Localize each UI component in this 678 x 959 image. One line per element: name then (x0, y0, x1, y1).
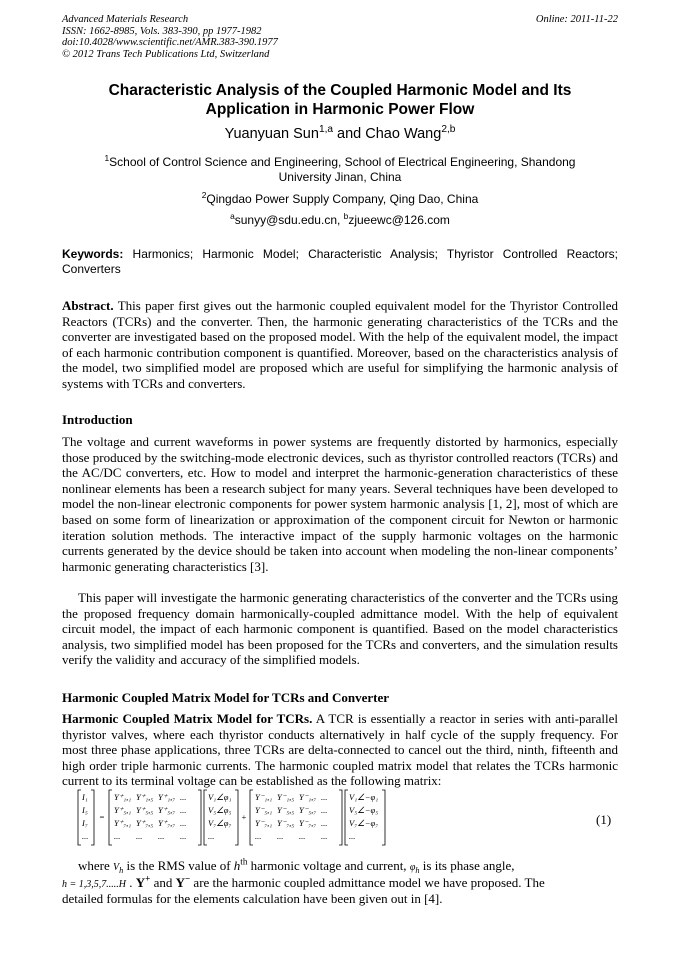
admittance-matrix-positive-entry: Y⁺₁,₅ (136, 792, 154, 802)
where-text: where (78, 858, 114, 873)
author-emails (62, 213, 618, 228)
voltage-vector-positive-entry: ... (208, 831, 215, 841)
section-2-text: A TCR is essentially a reactor in series with anti-parallel thyristor valves, where each thyristor conducts alternatively in half cycle of the supply frequency. For most three phase applications, three TCRs are delta-connected to cancel out the third, ninth, fifteenth and high order triple harmonic currents. The harmonic coupled matrix model that relates the TCRs harmonic current to its terminal voltage can be established as the following matrix: (62, 711, 618, 789)
author-2-superscript: 2,b (441, 124, 456, 136)
admittance-matrix-positive-entry: Y⁺₅,₁ (114, 805, 132, 815)
equals-sign: = (99, 812, 105, 822)
journal-copyright: © 2012 Trans Tech Publications Ltd, Switzerland (62, 48, 270, 60)
email-b-superscript: b (343, 211, 349, 221)
abstract-text: This paper first gives out the harmonic coupled equivalent model for the Thyristor Controlled Reactors (TCRs) and the converter. Then, the harmonic generating characteristics of the TCRs and the converter are investigated based on the proposed model. With the help of the equivalent model, the impact of each harmonic contribution component is quantified. Moreover, based on the characteristics analysis of the model, two simplified model are proposed which are useful for simplifying the harmonic analysis of systems with TCRs and converters. (62, 298, 618, 391)
equation-description-line-3: detailed formulas for the elements calculation have been given out in [4]. (62, 891, 443, 906)
voltage-vector-negative-entry: ... (349, 831, 356, 841)
admittance-matrix-negative-entry: Y⁻₇,₁ (255, 818, 273, 828)
journal-name: Advanced Materials Research (62, 14, 189, 25)
email-b: zjueewc@126.com (348, 213, 450, 227)
symbol-y-minus: Y− (175, 873, 191, 890)
admittance-matrix-negative-entry: ... (321, 792, 328, 802)
admittance-matrix-positive-entry: ... (180, 818, 187, 828)
where-text-3: harmonic voltage and current, (247, 858, 410, 873)
introduction-heading: Introduction (62, 412, 133, 427)
admittance-matrix-positive-entry: Y⁺₇,₁ (114, 818, 132, 828)
author-list (62, 126, 618, 142)
admittance-matrix-positive-entry: ... (136, 831, 143, 841)
and-text: and (150, 875, 176, 890)
admittance-matrix-negative-entry: Y⁻₅,₇ (299, 805, 317, 815)
title-line-1: Characteristic Analysis of the Coupled Harmonic Model and Its (108, 82, 572, 99)
title-line-2: Application in Harmonic Power Flow (205, 100, 475, 118)
admittance-matrix-positive-entry: ... (114, 831, 121, 841)
journal-doi: doi:10.4028/www.scientific.net/AMR.383-390.1977 (62, 37, 278, 48)
online-date: Online: 2011-11-22 (535, 14, 618, 25)
email-a: sunyy@sdu.edu.cn, (234, 213, 344, 227)
equation-description-text: are the harmonic coupled admittance model we have proposed. The (190, 875, 545, 890)
admittance-matrix-negative-entry: Y⁻₁,₇ (299, 792, 317, 802)
affiliation-1-superscript: 1 (104, 153, 110, 163)
admittance-matrix-negative-entry: Y⁻₅,₁ (255, 805, 273, 815)
author-1: Yuanyuan Sun (224, 126, 319, 142)
admittance-matrix-negative-entry: ... (255, 831, 262, 841)
admittance-matrix-positive-entry: Y⁺₇,₅ (136, 818, 154, 828)
section-2-paragraph (62, 711, 618, 789)
voltage-vector-negative-entry: V₁∠−φ₁ (349, 792, 379, 802)
affiliation-2 (62, 192, 618, 207)
admittance-matrix-positive-entry: ... (180, 831, 187, 841)
affiliation-2-text: Qingdao Power Supply Company, Qing Dao, China (206, 192, 479, 206)
subsection-label: Harmonic Coupled Matrix Model for TCRs. (62, 711, 313, 726)
admittance-matrix-negative-entry: ... (321, 818, 328, 828)
journal-header (62, 14, 618, 60)
where-text-4: is its phase angle, (419, 858, 515, 873)
affiliation-2-superscript: 2 (201, 190, 207, 200)
affiliation-1-line-2: University Jinan, China (278, 170, 402, 184)
admittance-matrix-negative-entry: Y⁻₁,₅ (277, 792, 295, 802)
admittance-matrix-negative-entry: Y⁻₇,₅ (277, 818, 295, 828)
admittance-matrix-negative-entry: ... (321, 805, 328, 815)
author-2: and Chao Wang (333, 126, 442, 142)
current-vector-entry: I₇ (82, 818, 88, 828)
admittance-matrix-positive-entry: Y⁺₇,₇ (158, 818, 176, 828)
admittance-matrix-negative-entry: Y⁻₅,₅ (277, 805, 295, 815)
admittance-matrix-negative-entry: ... (321, 831, 328, 841)
paper-title (62, 82, 618, 119)
introduction-paragraph-1: The voltage and current waveforms in power systems are frequently distorted by harmonics, especially those produced by the switching-mode electronic devices, such as thyristor controlled reactors (TCRs) and the AC/DC converters, etc. How to model and interpret the harmonic-generation characteristics of these nonlinear elements has been a research subject for many years. Several techniques have been developed to model the non-linear electronic components for power system harmonic analysis [1, 2], most of which are based on some form of linearization or approximation of the component circuit for Newton or harmonic iteration solution methods. The interactive impact of the supply harmonic voltages on the harmonic currents generated by the device should be taken into account when modeling the non-linear components’ harmonic generating characteristics [3]. (62, 434, 618, 574)
section-2-heading: Harmonic Coupled Matrix Model for TCRs and Converter (62, 690, 390, 705)
abstract-label: Abstract. (62, 298, 114, 313)
symbol-y-plus: Y+ (135, 873, 151, 890)
admittance-matrix-positive-entry: Y⁺₅,₇ (158, 805, 176, 815)
journal-issn: ISSN: 1662-8985, Vols. 383-390, pp 1977-1982 (62, 25, 262, 37)
admittance-matrix-positive-entry: Y⁺₅,₅ (136, 805, 154, 815)
keywords-text: Harmonics; Harmonic Model; Characteristic Analysis; Thyristor Controlled Reactors; Converters (62, 247, 618, 276)
equation-number: (1) (596, 812, 612, 827)
current-vector-entry: I₅ (82, 805, 88, 815)
keywords (62, 247, 618, 277)
current-vector-entry: I₁ (82, 792, 88, 802)
admittance-matrix-positive-entry: Y⁺₁,₇ (158, 792, 176, 802)
email-a-superscript: a (230, 211, 235, 221)
admittance-matrix-positive-entry: Y⁺₁,₁ (114, 792, 132, 802)
voltage-vector-negative-entry: V₇∠−φ₇ (349, 818, 379, 828)
symbol-phi: $\varphi_h$ (409, 862, 420, 875)
affiliation-1 (62, 155, 618, 185)
author-1-superscript: 1,a (318, 124, 334, 136)
current-vector-entry: ... (82, 831, 89, 841)
harmonic-order-range: h = 1,3,5,7.....H (62, 879, 126, 890)
voltage-vector-negative-entry: V₅∠−φ₅ (349, 805, 379, 815)
affiliation-1-line-1: School of Control Science and Engineering, School of Electrical Engineering, Shandong (109, 155, 576, 169)
introduction-paragraph-2: This paper will investigate the harmonic generating characteristics of the converter and the TCRs using the proposed frequency domain harmonically-coupled admittance model. With the help of equivalent circuit model, the impact of each harmonic component is quantified. Based on the model characteristics analysis, two simplified model has been proposed for the TCRs and converters, and the simulation results verify the validity and accuracy of the simplified models. (62, 590, 618, 668)
admittance-matrix-positive-entry: ... (180, 792, 187, 802)
equation-1 (76, 787, 576, 849)
admittance-matrix-negative-entry: ... (277, 831, 284, 841)
abstract (62, 298, 618, 392)
voltage-vector-positive-entry: V₁∠φ₁ (208, 792, 232, 802)
keywords-label: Keywords: (62, 247, 124, 261)
th-superscript: th (240, 856, 248, 867)
admittance-matrix-negative-entry: Y⁻₁,₁ (255, 792, 273, 802)
symbol-vh: $V_h$ (113, 862, 124, 875)
admittance-matrix-positive-entry: ... (180, 805, 187, 815)
plus-sign: + (241, 812, 247, 822)
voltage-vector-positive-entry: V₅∠φ₅ (208, 805, 232, 815)
symbol-h: h (233, 858, 241, 873)
equation-description-line-2: h = 1,3,5,7.....H . Y+ and Y− are the harmonic coupled admittance model we have proposed. The (62, 873, 545, 890)
admittance-matrix-positive-entry: ... (158, 831, 165, 841)
where-text-2: is the RMS value of (123, 858, 234, 873)
voltage-vector-positive-entry: V₇∠φ₇ (208, 818, 232, 828)
admittance-matrix-negative-entry: Y⁻₇,₇ (299, 818, 317, 828)
admittance-matrix-negative-entry: ... (299, 831, 306, 841)
